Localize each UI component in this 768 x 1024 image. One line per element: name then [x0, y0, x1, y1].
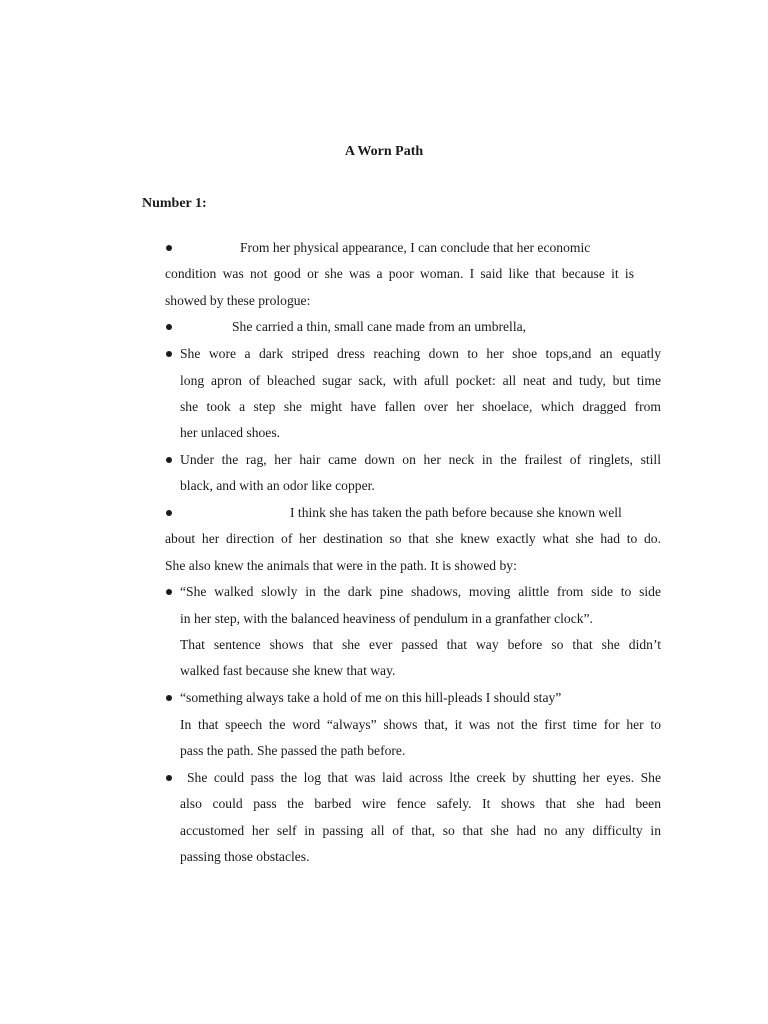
paragraph-line: “She walked slowly in the dark pine shadows, moving alittle from side to side	[180, 584, 661, 599]
paragraph-line: In that speech the word “always” shows that, it was not the first time for her to	[180, 717, 661, 732]
bullet-icon	[166, 510, 172, 516]
paragraph-line: “something always take a hold of me on this hill-pleads I should stay”	[180, 690, 562, 705]
paragraph-line: black, and with an odor like copper.	[180, 478, 375, 493]
bullet-icon	[166, 324, 172, 330]
paragraph-line: She wore a dark striped dress reaching down to her shoe tops,and an equatly	[180, 346, 661, 361]
bullet-icon	[166, 775, 172, 781]
bullet-icon	[166, 589, 172, 595]
section-heading: Number 1:	[142, 196, 207, 211]
paragraph-line: walked fast because she knew that way.	[180, 663, 396, 678]
paragraph-line: her unlaced shoes.	[180, 425, 281, 440]
paragraph-line: I think she has taken the path before because she known well	[290, 505, 622, 520]
paragraph-line: That sentence shows that she ever passed that way before so that she didn’t	[180, 637, 661, 652]
paragraph-line: in her step, with the balanced heaviness of pendulum in a granfather clock”.	[180, 611, 593, 626]
paragraph-line: about her direction of her destination so that she knew exactly what she had to do.	[165, 531, 661, 546]
paragraph-line: She could pass the log that was laid across lthe creek by shutting her eyes. She	[187, 770, 661, 785]
bullet-icon	[166, 351, 172, 357]
paragraph-line: pass the path. She passed the path before.	[180, 743, 406, 758]
paragraph-line: also could pass the barbed wire fence safely. It shows that she had been	[180, 796, 661, 811]
paragraph-line: Under the rag, her hair came down on her neck in the frailest of ringlets, still	[180, 452, 661, 467]
paragraph-line: passing those obstacles.	[180, 849, 310, 864]
paragraph-line: showed by these prologue:	[165, 293, 311, 308]
paragraph-line: She carried a thin, small cane made from an umbrella,	[232, 319, 527, 334]
paragraph-line: From her physical appearance, I can conclude that her economic	[240, 240, 591, 255]
paragraph-line: long apron of bleached sugar sack, with afull pocket: all neat and tudy, but time	[180, 373, 661, 388]
paragraph-line: She also knew the animals that were in the path. It is showed by:	[165, 558, 517, 573]
paragraph-line: accustomed her self in passing all of that, so that she had no any difficulty in	[180, 823, 661, 838]
bullet-icon	[166, 457, 172, 463]
bullet-icon	[166, 245, 172, 251]
document-title: A Worn Path	[344, 144, 424, 159]
paragraph-line: she took a step she might have fallen over her shoelace, which dragged from	[180, 399, 661, 414]
bullet-icon	[166, 695, 172, 701]
paragraph-line: condition was not good or she was a poor woman. I said like that because it is	[165, 266, 634, 281]
